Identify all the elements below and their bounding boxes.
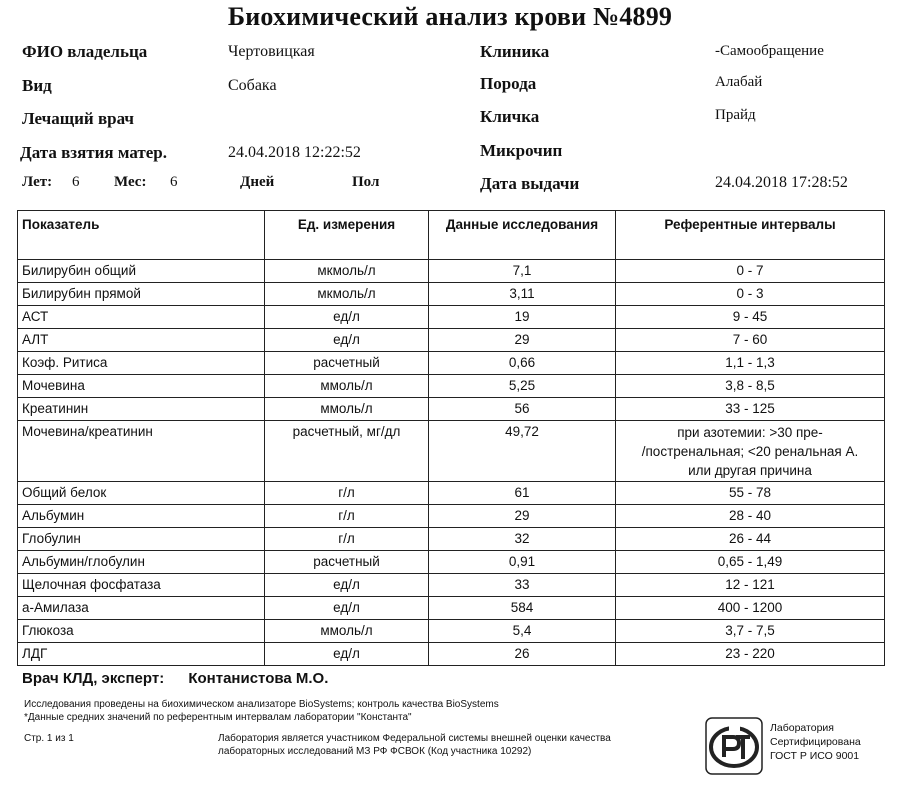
breed-value: Алабай [715, 74, 763, 90]
row-reference: 9 - 45 [616, 306, 885, 329]
days-label: Дней [240, 174, 275, 190]
table-row [18, 329, 885, 352]
row-reference: 28 - 40 [616, 505, 885, 528]
table-row [18, 505, 885, 528]
row-unit: мкмоль/л [265, 283, 429, 306]
page-title: Биохимический анализ крови №4899 [227, 2, 673, 31]
fsvok-line-2: лабораторных исследований МЗ РФ ФСВОК (Код участника 10292) [218, 746, 532, 757]
owner-label: ФИО владельца [22, 42, 148, 61]
row-parameter: Щелочная фосфатаза [18, 574, 265, 597]
reference-line: при азотемии: >30 пре- [677, 425, 823, 440]
microchip-label: Микрочип [480, 141, 563, 160]
table-row [18, 620, 885, 643]
reference-note: *Данные средних значений по референтным интервалам лаборатории "Константа" [24, 712, 412, 723]
row-reference: 7 - 60 [616, 329, 885, 352]
sample-date-value: 24.04.2018 12:22:52 [228, 144, 361, 161]
row-unit: ед/л [265, 306, 429, 329]
row-unit: ед/л [265, 597, 429, 620]
table-row [18, 574, 885, 597]
years-label: Лет: [22, 174, 53, 190]
row-parameter: Глюкоза [18, 620, 265, 643]
reference-line: или другая причина [688, 463, 812, 478]
row-unit: мкмоль/л [265, 260, 429, 283]
row-parameter: ЛДГ [18, 643, 265, 666]
table-row [18, 597, 885, 620]
row-parameter: АСТ [18, 306, 265, 329]
row-unit: ммоль/л [265, 398, 429, 421]
row-value: 5,25 [429, 375, 616, 398]
table-row [18, 398, 885, 421]
breed-label: Порода [480, 74, 537, 93]
analyzer-note: Исследования проведены на биохимическом анализаторе BioSystems; контроль качества BioSystems [24, 699, 499, 710]
row-value: 32 [429, 528, 616, 551]
row-value: 26 [429, 643, 616, 666]
clinic-label: Клиника [480, 42, 550, 61]
row-parameter: а-Амилаза [18, 597, 265, 620]
row-unit: ед/л [265, 574, 429, 597]
row-unit: ед/л [265, 643, 429, 666]
results-table [17, 210, 885, 666]
row-parameter: Альбумин [18, 505, 265, 528]
cert-line-1: Лаборатория [770, 722, 834, 734]
cert-line-3: ГОСТ Р ИСО 9001 [770, 750, 860, 762]
page-number: Стр. 1 из 1 [24, 733, 74, 744]
table-row [18, 551, 885, 574]
row-value: 7,1 [429, 260, 616, 283]
row-value: 0,91 [429, 551, 616, 574]
sample-date-label: Дата взятия матер. [20, 143, 167, 162]
header-parameter: Показатель [18, 211, 265, 260]
table-row [18, 528, 885, 551]
row-parameter: Мочевина/креатинин [18, 421, 265, 482]
issue-date-value: 24.04.2018 17:28:52 [715, 174, 848, 191]
signature-name: Контанистова М.О. [188, 670, 329, 687]
reference-line: /постренальная; <20 ренальная А. [641, 444, 859, 459]
table-row [18, 260, 885, 283]
table-row [18, 306, 885, 329]
row-reference: 33 - 125 [616, 398, 885, 421]
row-reference: 26 - 44 [616, 528, 885, 551]
row-reference: 0,65 - 1,49 [616, 551, 885, 574]
row-unit: г/л [265, 528, 429, 551]
row-reference: 23 - 220 [616, 643, 885, 666]
row-unit: г/л [265, 482, 429, 505]
table-row [18, 283, 885, 306]
months-label: Мес: [114, 174, 147, 190]
row-unit: ммоль/л [265, 620, 429, 643]
header-unit: Ед. измерения [265, 211, 429, 260]
row-value: 584 [429, 597, 616, 620]
owner-value: Чертовицкая [228, 43, 315, 60]
row-unit: ед/л [265, 329, 429, 352]
table-header-row [18, 211, 885, 260]
row-reference: 1,1 - 1,3 [616, 352, 885, 375]
row-unit: ммоль/л [265, 375, 429, 398]
row-reference: 12 - 121 [616, 574, 885, 597]
table-row [18, 643, 885, 666]
doctor-label: Лечащий врач [22, 109, 134, 128]
row-parameter: АЛТ [18, 329, 265, 352]
row-value: 0,66 [429, 352, 616, 375]
cert-line-2: Сертифицирована [770, 736, 861, 748]
table-row [18, 375, 885, 398]
doctor-signature-line [22, 670, 328, 687]
row-unit: г/л [265, 505, 429, 528]
row-value: 29 [429, 505, 616, 528]
row-reference: 400 - 1200 [616, 597, 885, 620]
row-value: 29 [429, 329, 616, 352]
species-value: Собака [228, 77, 277, 94]
row-value: 61 [429, 482, 616, 505]
months-value: 6 [170, 174, 178, 190]
row-parameter: Билирубин прямой [18, 283, 265, 306]
table-row [18, 352, 885, 375]
row-reference: 3,8 - 8,5 [616, 375, 885, 398]
row-parameter: Глобулин [18, 528, 265, 551]
sex-label: Пол [352, 174, 380, 190]
row-parameter: Креатинин [18, 398, 265, 421]
header-reference: Референтные интервалы [616, 211, 885, 260]
row-reference: 55 - 78 [616, 482, 885, 505]
row-reference: 0 - 7 [616, 260, 885, 283]
species-label: Вид [22, 76, 52, 95]
issue-date-label: Дата выдачи [480, 174, 580, 193]
row-parameter: Общий белок [18, 482, 265, 505]
clinic-value: -Самообращение [715, 43, 824, 59]
nickname-label: Кличка [480, 107, 540, 126]
row-value: 33 [429, 574, 616, 597]
row-unit: расчетный [265, 551, 429, 574]
rst-certification-icon [705, 717, 763, 775]
row-value: 3,11 [429, 283, 616, 306]
fsvok-line-1: Лаборатория является участником Федеральной системы внешней оценки качества [218, 733, 611, 744]
signature-role: Врач КЛД, эксперт: [22, 670, 165, 687]
row-parameter: Мочевина [18, 375, 265, 398]
row-value: 56 [429, 398, 616, 421]
table-row [18, 421, 885, 482]
row-parameter: Билирубин общий [18, 260, 265, 283]
row-reference [616, 421, 885, 482]
row-unit: расчетный, мг/дл [265, 421, 429, 482]
row-value: 5,4 [429, 620, 616, 643]
row-value: 19 [429, 306, 616, 329]
row-reference: 0 - 3 [616, 283, 885, 306]
row-value: 49,72 [429, 421, 616, 482]
nickname-value: Прайд [715, 107, 756, 123]
years-value: 6 [72, 174, 80, 190]
row-reference: 3,7 - 7,5 [616, 620, 885, 643]
table-row [18, 482, 885, 505]
header-result: Данные исследования [429, 211, 616, 260]
row-parameter: Коэф. Ритиса [18, 352, 265, 375]
row-unit: расчетный [265, 352, 429, 375]
row-parameter: Альбумин/глобулин [18, 551, 265, 574]
